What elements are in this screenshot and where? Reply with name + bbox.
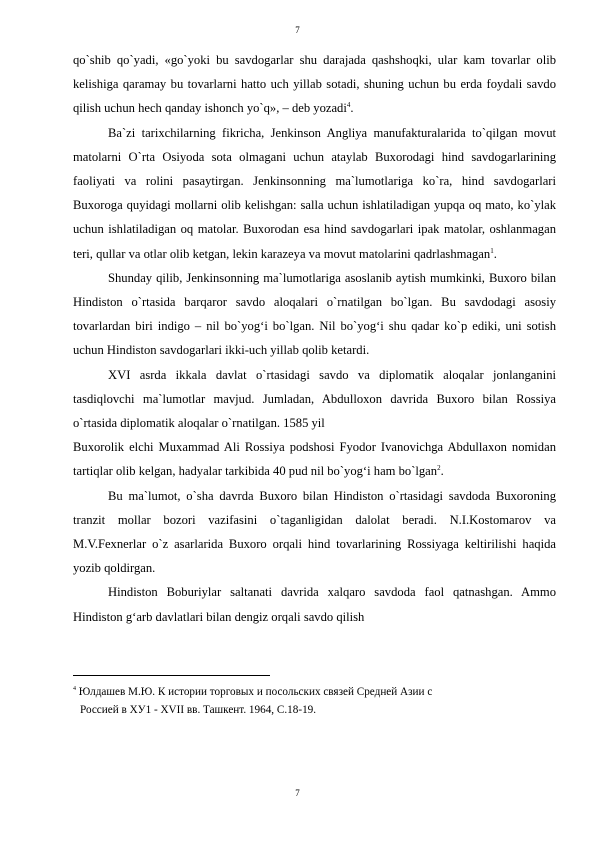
paragraph-text: Hindiston Boburiylar saltanati davrida xalqaro savdoda faol qatnashgan. Ammo Hindiston g‘arb davlatlari bilan dengiz orqali savdo qilish (73, 585, 556, 624)
page-number-top: 7 (295, 25, 300, 35)
paragraph-6 (73, 484, 556, 581)
paragraph-3 (73, 266, 556, 363)
paragraph-tail: . (493, 246, 497, 261)
footnote-ref: 1 (490, 246, 494, 255)
paragraph-tail: . (440, 464, 444, 479)
paragraph-tail: . (350, 101, 354, 116)
paragraph-text: Ba`zi tarixchilarning fikricha, Jenkinson Angliya manufakturalarida to`qilgan movut matolarni O`rta Osiyoda sota olmagani uchun ataylab Buxorodagi hind savdogarlarining faoliyati va rolini pasaytirgan. Jenkinsonning ma`lumotlariga ko`ra, hind savdogarlari Buxoroga quyidagi mollarni olib kelishgan: salla uchun ishlatiladigan yupqa oq mato, ko`ylak uchun ishlatiladigan oq matolar. Buxorodan esa hind savdogarlari ipak matolar, oshlanmagan teri, qullar va otlar olib ketgan, lekin karazeya va movut matolarini qadrlashmagan (73, 125, 556, 261)
footnote-ref: 2 (437, 464, 441, 473)
paragraph-5 (73, 435, 556, 483)
paragraph-1 (73, 48, 556, 121)
paragraph-4 (73, 363, 556, 436)
footnote-ref: 4 (346, 101, 351, 110)
paragraph-text: XVI asrda ikkala davlat o`rtasidagi savdo va diplomatik aloqalar jonlanganini tasdiqlovchi ma`lumotlar mavjud. Jumladan, Abdulloxon davrida Buxoro bilan Rossiya o`rtasida diplomatik aloqalar o`rnatilgan. 1585 yil (73, 367, 556, 431)
paragraph-text: Bu ma`lumot, o`sha davrda Buxoro bilan Hindiston o`rtasidagi savdoda Buxoroning tranzit mollar bozori vazifasini o`taganligidan dalolat beradi. N.I.Kostomarov va M.V.Fexnerlar o`z asarlarida Buxoro orqali hind tovarlarining Rossiyaga keltirilishi haqida yozib qoldirgan. (73, 488, 556, 576)
body-text (73, 48, 556, 629)
footnote-line-2: Россией в ХУ1 - XVII вв. Ташкент. 1964, С.18-19. (80, 704, 317, 716)
footnote-marker: 4 (73, 686, 76, 692)
page-number-bottom: 7 (295, 788, 300, 798)
paragraph-text: Shunday qilib, Jenkinsonning ma`lumotlariga asoslanib aytish mumkinki, Buxoro bilan Hindiston o`rtasida barqaror savdo aloqalari o`rnatilgan bo`lgan. Bu savdodagi asosiy tovarlardan biri indigo – nil bo`yog‘i bo`lgan. Nil bo`yog‘i shu qadar ko`p ediki, uni sotish uchun Hindiston savdogarlari ikki-uch yillab qolib ketardi. (73, 270, 556, 358)
footnote-divider (73, 675, 270, 676)
paragraph-text: Buxorolik elchi Muxammad Ali Rossiya podshosi Fyodor Ivanovichga Abdullaxon nomidan tartiqlar olib kelgan, hadyalar tarkibida 40 pud nil bo`yog‘i ham bo`lgan (73, 440, 556, 479)
paragraph-7 (73, 580, 556, 628)
paragraph-text: qo`shib qo`yadi, «go`yoki bu savdogarlar shu darajada qashshoqki, ular kam tovarlar olib kelishiga qaramay bu tovarlarni hatto uch yillab sotadi, shuning uchun bu erda foydali savdo qilish uchun hech qanday ishonch yo`q», – deb yozadi (73, 53, 556, 116)
footnote-line-1 (73, 683, 543, 701)
paragraph-2 (73, 121, 556, 266)
footnote-text: Юлдашев М.Ю. К истории торговых и посольских связей Средней Азии с (78, 686, 433, 698)
footnote (73, 683, 543, 719)
